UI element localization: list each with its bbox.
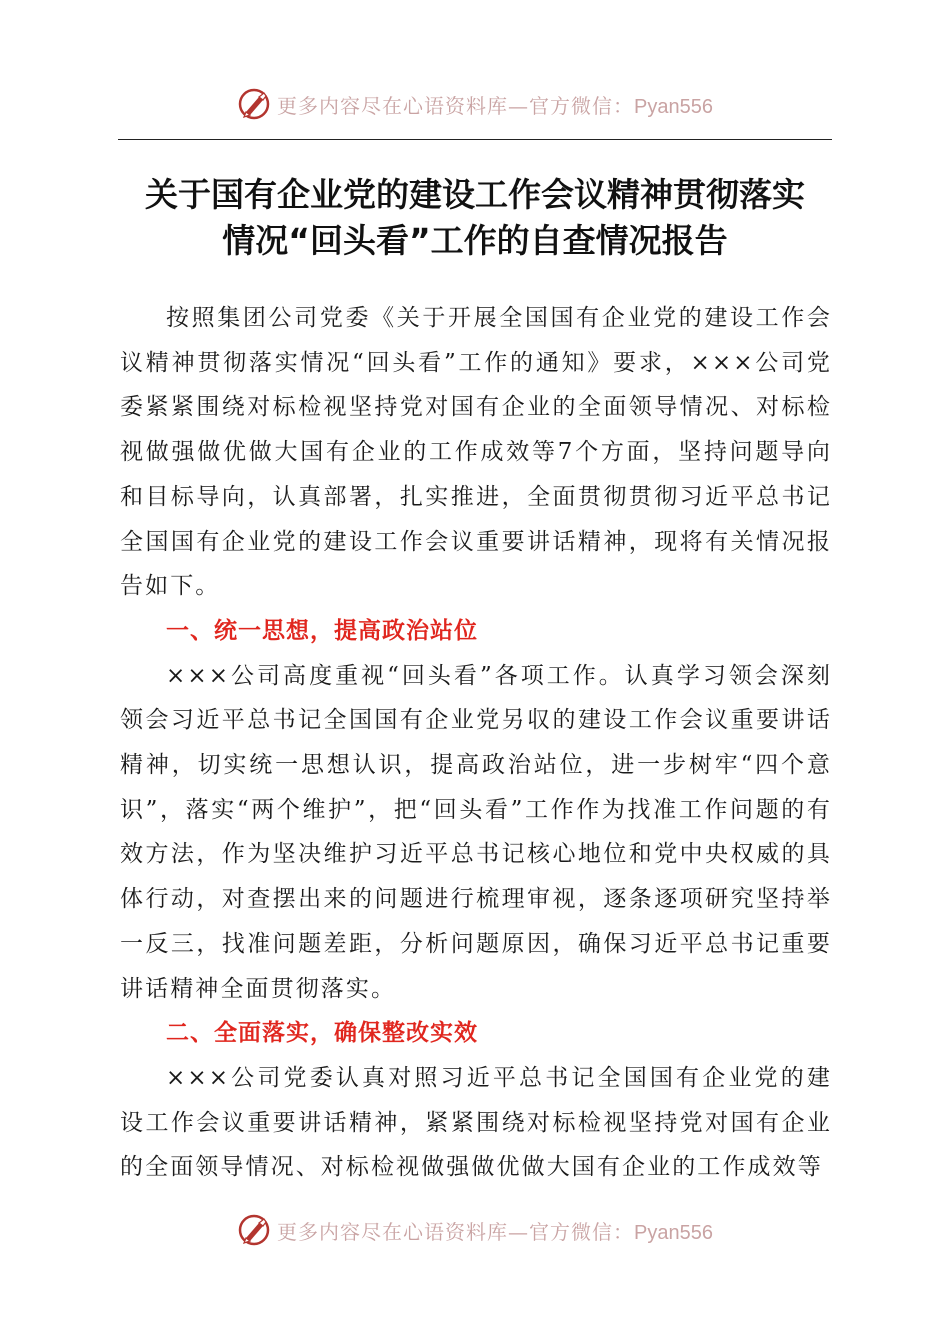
title-line-2: 情况“回头看”工作的自查情况报告 [222,221,728,260]
document-body [120,296,832,1190]
title-line-1: 关于国有企业党的建设工作会议精神贯彻落实 [145,175,805,214]
footer-banner-text: 更多内容尽在心语资料库—官方微信：Pyan556 [277,1219,713,1244]
intro-paragraph: 按照集团公司党委《关于开展全国国有企业党的建设工作会议精神贯彻落实情况“回头看”工作的通知》要求，×××公司党委紧紧围绕对标检视坚持党对国有企业的全面领导情况、对标检视做强做优做大国有企业的工作成效等7个方面，坚持问题导向和目标导向，认真部署，扎实推进，全面贯彻贯彻习近平总书记全国国有企业党的建设工作会议重要讲话精神，现将有关情况报告如下。 [120,305,832,600]
header-banner-text: 更多内容尽在心语资料库—官方微信：Pyan556 [277,93,713,118]
section-1-text-b: 的建设工作会议重要讲话精神，切实统一思想认识，提高政治站位，进一步树牢“四个意识”，落实“两个维护”，把“回头看”工作作为找准工作问题的有效方法，作为坚决维护习近平总书记核心地位和党中央权威的具体行动，对查摆出来的问题进行梳理审视，逐条逐项研究坚持举一反三，找准问题差距，分析问题原因，确保习近平总书记重要讲话精神全面贯彻落实。 [120,707,833,1002]
footer-banner [0,1210,950,1250]
section-2-paragraph: ×××公司党委认真对照习近平总书记全国国有企业党的建设工作会议重要讲话精神，紧紧围绕对标检视坚持党对国有企业的全面领导情况、对标检视做强做优做大国有企业的工作成效等 [120,1064,832,1181]
section-heading-2: 二、全面落实，确保整改实效 [166,1020,478,1047]
section-heading-1: 一、统一思想，提高政治站位 [166,617,478,644]
pen-nib-logo-icon [237,87,271,121]
section-1-text-a: ×××公司高度重视“回头看”各项工作。认真学习领会深刻领会习近平总书记全国国有企业党 [120,662,832,734]
section-1-inline-mark: 另収 [501,707,553,734]
document-title [100,172,850,264]
header-wechat-id: Pyan556 [634,95,713,118]
header-divider [118,139,832,140]
section-1-paragraph [120,654,832,1012]
pen-nib-logo-icon [237,1213,271,1247]
footer-wechat-id: Pyan556 [634,1221,713,1244]
header-banner [0,84,950,124]
